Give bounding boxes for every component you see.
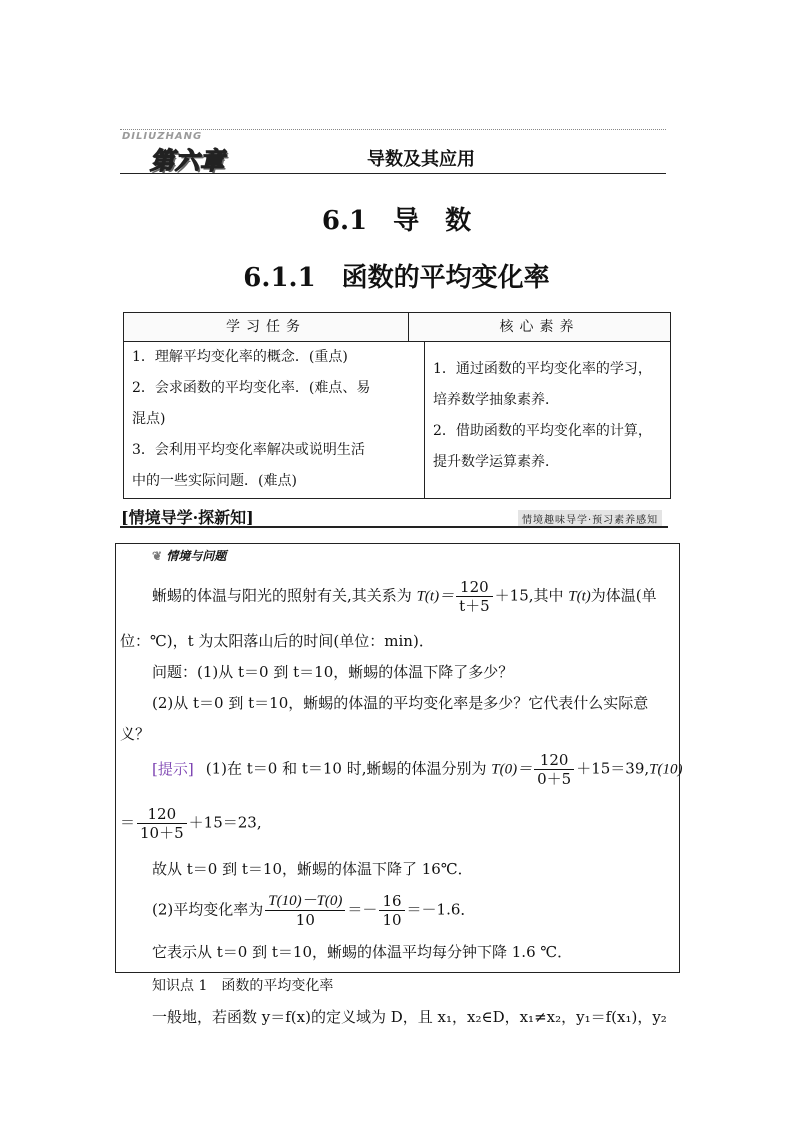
fraction: [456, 578, 493, 615]
text: ＝: [120, 813, 136, 832]
text: ＋15＝23,: [188, 813, 262, 832]
denominator: 10: [382, 911, 402, 929]
formula-text: T(0)＝: [491, 761, 533, 778]
numerator: 120: [456, 578, 493, 597]
chapter-title: 导数及其应用: [367, 149, 475, 170]
task-line: 2．会求函数的平均变化率．(难点、易: [132, 380, 371, 396]
learning-objectives-table: [123, 312, 671, 499]
question-2-cont: 义？: [120, 725, 151, 743]
scenario-line-2: 位：℃)，t 为太阳落山后的时间(单位：min)．: [120, 632, 434, 650]
competency-line: 提升数学运算素养．: [433, 454, 559, 470]
chapter-pinyin: DILIUZHANG: [122, 131, 203, 142]
subsection-title: 6.1.1 函数的平均变化率: [243, 263, 550, 293]
tasks-cell: [124, 342, 425, 498]
header-bottom-rule: [120, 173, 666, 174]
task-line: 1．理解平均变化率的概念．(重点): [132, 349, 348, 365]
text: 蜥蜴的体温与阳光的照射有关,其关系为: [152, 586, 412, 605]
fraction: [534, 751, 574, 788]
section-band-right: 情境趣味导学·预习素养感知: [518, 510, 662, 527]
task-line: 3．会利用平均变化率解决或说明生活: [132, 442, 365, 458]
text: 为体温(单: [590, 586, 657, 605]
question-1: 问题：(1)从 t＝0 到 t＝10，蜥蜴的体温下降了多少？: [152, 663, 514, 681]
fraction: [137, 805, 187, 842]
formula-text: T(t)＝: [416, 588, 455, 605]
competency-line: 1．通过函数的平均变化率的学习，: [433, 361, 652, 377]
text: ＋15,其中: [494, 586, 564, 605]
text: (1)在 t＝0 和 t＝10 时,蜥蜴的体温分别为: [205, 759, 487, 778]
task-line: 中的一些实际问题．(难点): [132, 473, 297, 489]
table-header-tasks: 学习任务: [124, 313, 409, 341]
scenario-tag: [152, 547, 226, 564]
knowledge-point-text: 一般地，若函数 y＝f(x)的定义域为 D，且 x₁，x₂∈D，x₁≠x₂，y₁＝f(x₁)，y₂: [152, 1008, 667, 1026]
text: ＝－: [347, 900, 378, 919]
table-body-row: [124, 342, 670, 498]
section-band-rule: [120, 526, 668, 528]
section-band-left: [情境导学·探新知]: [121, 508, 254, 527]
table-header-row: [124, 313, 670, 342]
hint-line-3: 故从 t＝0 到 t＝10，蜥蜴的体温下降了 16℃．: [152, 860, 473, 878]
fraction: [379, 892, 404, 929]
competencies-cell: [425, 342, 670, 498]
numerator: 120: [534, 751, 574, 770]
hint-line-4: [152, 892, 475, 929]
chapter-label: 第六章: [150, 147, 225, 175]
question-2: (2)从 t＝0 到 t＝10，蜥蜴的体温的平均变化率是多少？它代表什么实际意: [152, 694, 649, 712]
competency-line: 2．借助函数的平均变化率的计算，: [433, 423, 652, 439]
hint-line-5: 它表示从 t＝0 到 t＝10，蜥蜴的体温平均每分钟下降 1.6 ℃．: [152, 943, 573, 961]
header-top-rule: [120, 129, 666, 130]
section-title: 6.1 导 数: [321, 206, 472, 236]
numerator: 16: [379, 892, 404, 911]
numerator: 120: [137, 805, 187, 824]
denominator: 10: [295, 911, 315, 929]
text: (2)平均变化率为: [152, 900, 264, 919]
competency-line: 培养数学抽象素养．: [433, 392, 559, 408]
formula-text: T(10): [649, 761, 683, 778]
text: ＝－1.6．: [406, 900, 476, 919]
scenario-tag-label: 情境与问题: [166, 549, 227, 563]
scenario-line-1: [152, 578, 657, 615]
table-header-competencies: 核心素养: [499, 319, 580, 335]
hint-line-1: [152, 751, 683, 788]
denominator: 0＋5: [537, 770, 572, 788]
leaf-icon: ❦: [152, 549, 163, 563]
hint-label: [提示]: [152, 759, 194, 778]
denominator: 10＋5: [140, 824, 184, 842]
formula-text: T(t): [568, 588, 591, 605]
text: ＋15＝39,: [576, 759, 650, 778]
numerator: T(10)－T(0): [265, 892, 345, 911]
knowledge-point-title: 知识点 1 函数的平均变化率: [152, 978, 334, 994]
denominator: t＋5: [459, 597, 490, 615]
task-line: 混点): [132, 411, 166, 427]
fraction: [265, 892, 345, 929]
hint-line-2: [120, 805, 262, 842]
